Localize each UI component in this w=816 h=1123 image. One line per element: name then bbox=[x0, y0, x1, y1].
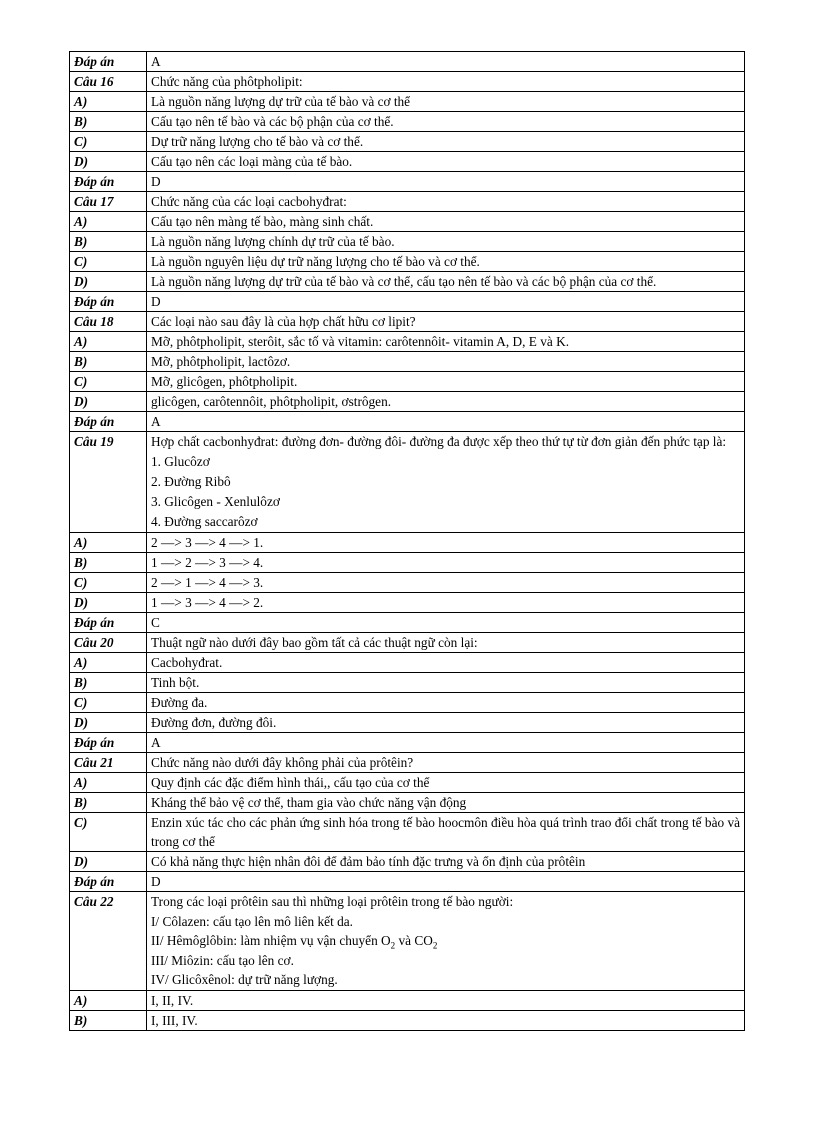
row-label: C) bbox=[70, 372, 147, 392]
question-text bbox=[147, 892, 745, 991]
quiz-table bbox=[69, 51, 745, 1031]
table-row bbox=[70, 852, 745, 872]
table-row bbox=[70, 192, 745, 212]
table-row bbox=[70, 132, 745, 152]
row-text: D bbox=[147, 172, 745, 192]
row-text: Chức năng nào dưới đây không phải của prôtêin? bbox=[147, 753, 745, 773]
row-label: Đáp án bbox=[70, 52, 147, 72]
table-row bbox=[70, 573, 745, 593]
row-text: Kháng thể bảo vệ cơ thể, tham gia vào chức năng vận động bbox=[147, 793, 745, 813]
row-label: D) bbox=[70, 713, 147, 733]
table-row bbox=[70, 392, 745, 412]
row-label: Câu 22 bbox=[70, 892, 147, 991]
table-row bbox=[70, 272, 745, 292]
row-label: Câu 20 bbox=[70, 633, 147, 653]
row-label: Câu 19 bbox=[70, 432, 147, 533]
row-text: Là nguồn nguyên liệu dự trữ năng lượng cho tế bào và cơ thể. bbox=[147, 252, 745, 272]
subscript: 2 bbox=[390, 940, 396, 951]
row-text: Chức năng của phôtpholipit: bbox=[147, 72, 745, 92]
formula-mid: và CO bbox=[395, 933, 433, 949]
table-row bbox=[70, 813, 745, 852]
row-label: Đáp án bbox=[70, 172, 147, 192]
table-row bbox=[70, 793, 745, 813]
row-text: Cấu tạo nên màng tế bào, màng sinh chất. bbox=[147, 212, 745, 232]
row-text: A bbox=[147, 733, 745, 753]
row-text: Cacbohyđrat. bbox=[147, 653, 745, 673]
question-line: IV/ Glicôxênol: dự trữ năng lượng. bbox=[151, 972, 338, 988]
table-row bbox=[70, 713, 745, 733]
table-row bbox=[70, 653, 745, 673]
table-row bbox=[70, 533, 745, 553]
row-text: Enzin xúc tác cho các phản ứng sinh hóa trong tế bào hoocmôn điều hòa quá trình trao đổi chất trong tế bào và trong cơ thể bbox=[147, 813, 745, 852]
row-text: D bbox=[147, 872, 745, 892]
subscript: 2 bbox=[432, 940, 438, 951]
row-text: 2 —> 3 —> 4 —> 1. bbox=[147, 533, 745, 553]
table-row bbox=[70, 613, 745, 633]
table-row bbox=[70, 673, 745, 693]
row-text: Chức năng của các loại cacbohyđrat: bbox=[147, 192, 745, 212]
row-label: Đáp án bbox=[70, 733, 147, 753]
table-row bbox=[70, 252, 745, 272]
row-label: A) bbox=[70, 332, 147, 352]
row-label: B) bbox=[70, 793, 147, 813]
row-label: Câu 16 bbox=[70, 72, 147, 92]
row-label: B) bbox=[70, 1010, 147, 1030]
table-row bbox=[70, 753, 745, 773]
table-row bbox=[70, 212, 745, 232]
row-text: glicôgen, carôtennôit, phôtpholipit, ơstrôgen. bbox=[147, 392, 745, 412]
row-label: A) bbox=[70, 990, 147, 1010]
row-text: Cấu tạo nên các loại màng của tế bào. bbox=[147, 152, 745, 172]
row-text: 1 —> 3 —> 4 —> 2. bbox=[147, 593, 745, 613]
question-line: I/ Côlazen: cấu tạo lên mô liên kết da. bbox=[151, 913, 353, 929]
table-row bbox=[70, 92, 745, 112]
row-text: Là nguồn năng lượng dự trữ của tế bào và cơ thể bbox=[147, 92, 745, 112]
row-label: A) bbox=[70, 92, 147, 112]
table-row bbox=[70, 1010, 745, 1030]
row-label: D) bbox=[70, 852, 147, 872]
row-text: A bbox=[147, 412, 745, 432]
row-label: Đáp án bbox=[70, 412, 147, 432]
row-text: A bbox=[147, 52, 745, 72]
row-text: 1 —> 2 —> 3 —> 4. bbox=[147, 553, 745, 573]
row-label: D) bbox=[70, 392, 147, 412]
question-line: 4. Đường saccarôzơ bbox=[151, 514, 258, 529]
question-row bbox=[70, 892, 745, 991]
question-line: III/ Miôzin: cấu tạo lên cơ. bbox=[151, 952, 294, 968]
table-row bbox=[70, 52, 745, 72]
table-row bbox=[70, 412, 745, 432]
table-row bbox=[70, 312, 745, 332]
row-label: C) bbox=[70, 252, 147, 272]
table-row bbox=[70, 232, 745, 252]
question-line bbox=[151, 931, 740, 951]
row-text: Quy định các đặc điểm hình thái,, cấu tạo của cơ thể bbox=[147, 773, 745, 793]
row-label: Câu 21 bbox=[70, 753, 147, 773]
row-label: A) bbox=[70, 212, 147, 232]
question-line: 3. Glicôgen - Xenlulôzơ bbox=[151, 494, 280, 509]
question-line: 1. Glucôzơ bbox=[151, 454, 210, 469]
row-label: D) bbox=[70, 593, 147, 613]
row-label: B) bbox=[70, 553, 147, 573]
table-row bbox=[70, 292, 745, 312]
row-text: Thuật ngữ nào dưới đây bao gồm tất cả các thuật ngữ còn lại: bbox=[147, 633, 745, 653]
row-text: Mỡ, glicôgen, phôtpholipit. bbox=[147, 372, 745, 392]
table-row bbox=[70, 693, 745, 713]
row-label: B) bbox=[70, 232, 147, 252]
row-text: Có khả năng thực hiện nhân đôi để đảm bảo tính đặc trưng và ổn định của prôtêin bbox=[147, 852, 745, 872]
row-text: Đường đa. bbox=[147, 693, 745, 713]
row-label: B) bbox=[70, 112, 147, 132]
table-row bbox=[70, 633, 745, 653]
row-text: Là nguồn năng lượng chính dự trữ của tế bào. bbox=[147, 232, 745, 252]
row-label: Đáp án bbox=[70, 613, 147, 633]
table-row bbox=[70, 172, 745, 192]
row-label: C) bbox=[70, 813, 147, 852]
table-row bbox=[70, 872, 745, 892]
row-label: A) bbox=[70, 653, 147, 673]
table-row bbox=[70, 773, 745, 793]
row-text: Dự trữ năng lượng cho tế bào và cơ thể. bbox=[147, 132, 745, 152]
row-label: B) bbox=[70, 352, 147, 372]
row-label: Đáp án bbox=[70, 292, 147, 312]
question-line: 2. Đường Ribô bbox=[151, 474, 231, 489]
question-line: Trong các loại prôtêin sau thì những loại prôtêin trong tế bào người: bbox=[151, 894, 514, 909]
row-label: C) bbox=[70, 573, 147, 593]
row-label: A) bbox=[70, 533, 147, 553]
table-row bbox=[70, 112, 745, 132]
question-line: Hợp chất cacbonhyđrat: đường đơn- đường đôi- đường đa được xếp theo thứ tự từ đơn giản đến phức tạp là: bbox=[151, 434, 727, 449]
table-row bbox=[70, 72, 745, 92]
row-label: D) bbox=[70, 152, 147, 172]
row-label: B) bbox=[70, 673, 147, 693]
row-text: I, III, IV. bbox=[147, 1010, 745, 1030]
row-label: A) bbox=[70, 773, 147, 793]
table-row bbox=[70, 553, 745, 573]
row-text: C bbox=[147, 613, 745, 633]
row-label: Đáp án bbox=[70, 872, 147, 892]
row-label: Câu 18 bbox=[70, 312, 147, 332]
table-row bbox=[70, 990, 745, 1010]
table-row bbox=[70, 352, 745, 372]
row-text: Cấu tạo nên tế bào và các bộ phận của cơ thể. bbox=[147, 112, 745, 132]
row-text: Mỡ, phôtpholipit, sterôit, sắc tố và vitamin: carôtennôit- vitamin A, D, E và K. bbox=[147, 332, 745, 352]
row-text: D bbox=[147, 292, 745, 312]
question-row bbox=[70, 432, 745, 533]
table-row bbox=[70, 593, 745, 613]
row-text: Mỡ, phôtpholipit, lactôzơ. bbox=[147, 352, 745, 372]
row-label: D) bbox=[70, 272, 147, 292]
row-text: Là nguồn năng lượng dự trữ của tế bào và cơ thể, cấu tạo nên tế bào và các bộ phận của cơ thể. bbox=[147, 272, 745, 292]
row-label: Câu 17 bbox=[70, 192, 147, 212]
row-text: I, II, IV. bbox=[147, 990, 745, 1010]
question-text bbox=[147, 432, 745, 533]
table-row bbox=[70, 372, 745, 392]
table-row bbox=[70, 152, 745, 172]
table-row bbox=[70, 733, 745, 753]
formula-prefix: II/ Hêmôglôbin: làm nhiệm vụ vận chuyển O bbox=[151, 933, 391, 949]
row-text: Tinh bột. bbox=[147, 673, 745, 693]
row-text: 2 —> 1 —> 4 —> 3. bbox=[147, 573, 745, 593]
row-label: C) bbox=[70, 132, 147, 152]
row-text: Các loại nào sau đây là của hợp chất hữu cơ lipit? bbox=[147, 312, 745, 332]
row-label: C) bbox=[70, 693, 147, 713]
row-text: Đường đơn, đường đôi. bbox=[147, 713, 745, 733]
table-row bbox=[70, 332, 745, 352]
